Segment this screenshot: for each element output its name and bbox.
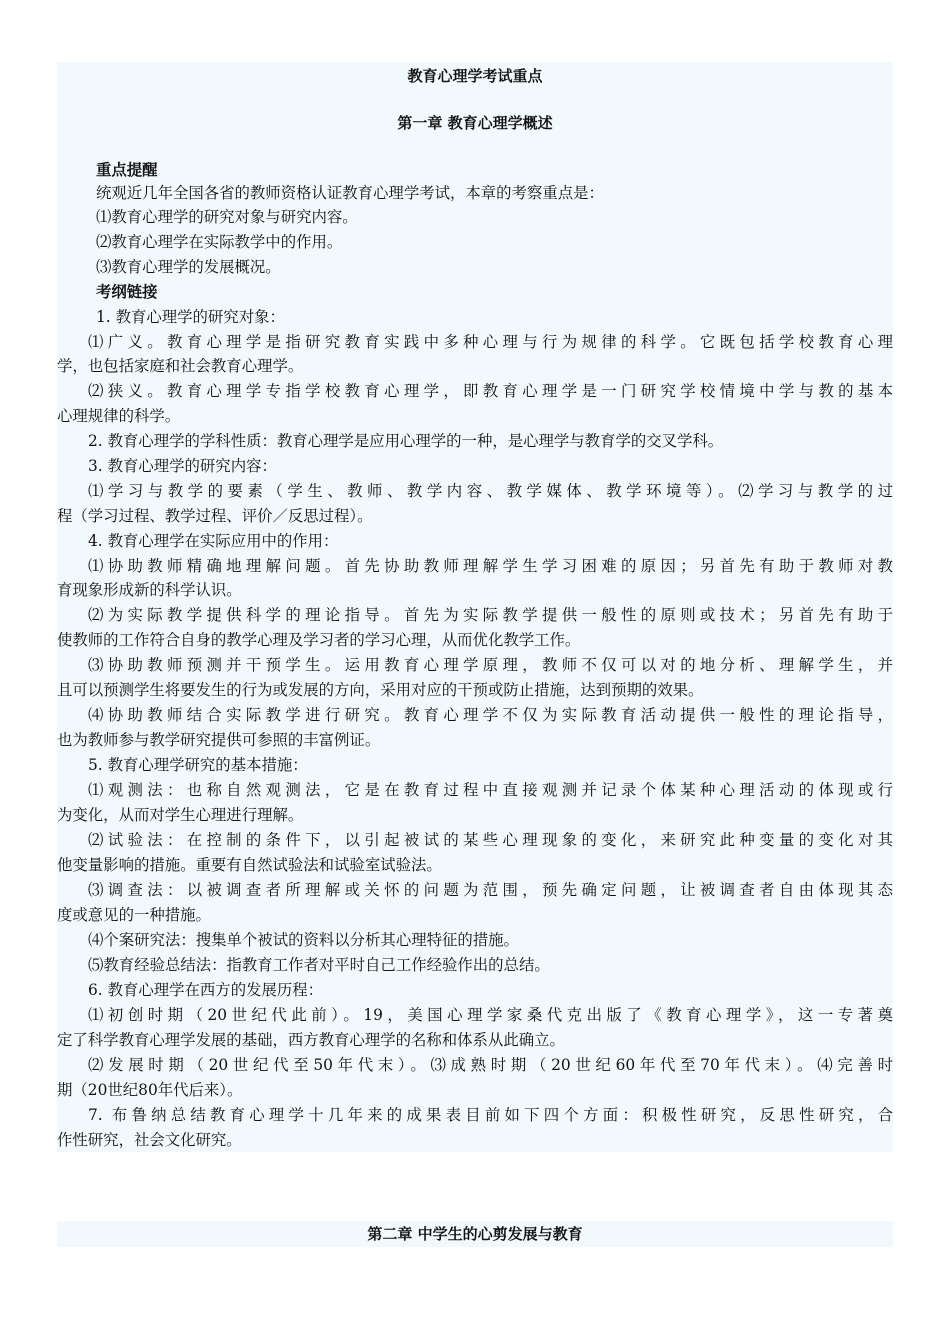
numbered-item: 3. 教育心理学的研究内容：	[88, 457, 277, 475]
paragraph-line: 度或意见的一种措施。	[57, 906, 211, 924]
paragraph-line: ⑴初创时期（20世纪代此前）。19，美国心理学家桑代克出版了《教育心理学》，这一专著奠	[88, 1006, 893, 1024]
section-heading-key-points: 重点提醒	[96, 161, 158, 179]
list-item: ⑵教育心理学在实际教学中的作用。	[96, 233, 343, 251]
paragraph-line: ⑵发展时期（20世纪代至50年代末）。⑶成熟时期（20世纪60年代至70年代末）。⑷完善时	[88, 1056, 893, 1074]
paragraph-line: 也为教师参与教学研究提供可参照的丰富例证。	[57, 731, 381, 749]
list-item: ⑶教育心理学的发展概况。	[96, 258, 281, 276]
list-item: ⑴教育心理学的研究对象与研究内容。	[96, 208, 358, 226]
paragraph-line: ⑴观测法：也称自然观测法，它是在教育过程中直接观测并记录个体某种心理活动的体现或行	[88, 781, 893, 799]
numbered-item: 2. 教育心理学的学科性质：教育心理学是应用心理学的一种，是心理学与教育学的交叉学科。	[88, 432, 724, 450]
paragraph-line: 使教师的工作符合自身的教学心理及学习者的学习心理，从而优化教学工作。	[57, 631, 581, 649]
paragraph-line: 学，也包括家庭和社会教育心理学。	[57, 357, 304, 375]
section-heading-syllabus: 考纲链接	[96, 283, 158, 301]
paragraph-line: 定了科学教育心理学发展的基础，西方教育心理学的名称和体系从此确立。	[57, 1031, 565, 1049]
paragraph-line: 7. 布鲁纳总结教育心理学十几年来的成果表目前如下四个方面：积极性研究，反思性研究，合	[88, 1106, 893, 1124]
chapter2-section	[57, 1221, 893, 1247]
paragraph-line: ⑴学习与教学的要素（学生、教师、教学内容、教学媒体、教学环境等）。⑵学习与教学的过	[88, 482, 893, 500]
paragraph-line: 作性研究，社会文化研究。	[57, 1131, 242, 1149]
paragraph-line: 育现象形成新的科学认识。	[57, 581, 242, 599]
document-title: 教育心理学考试重点	[407, 67, 543, 85]
paragraph-line: 统观近几年全国各省的教师资格认证教育心理学考试，本章的考察重点是：	[96, 184, 604, 202]
paragraph-line: 为变化，从而对学生心理进行理解。	[57, 806, 304, 824]
paragraph-line: ⑶协助教师预测并干预学生。运用教育心理学原理，教师不仅可以对的地分析、理解学生，并	[88, 656, 893, 674]
paragraph-line: ⑷协助教师结合实际教学进行研究。教育心理学不仅为实际教育活动提供一般性的理论指导，	[88, 706, 893, 724]
numbered-item: 5. 教育心理学研究的基本措施：	[88, 756, 308, 774]
numbered-item: 1. 教育心理学的研究对象：	[96, 308, 285, 326]
paragraph-line: 心理规律的科学。	[57, 407, 181, 425]
paragraph-line: ⑴广义。教育心理学是指研究教育实践中多种心理与行为规律的科学。它既包括学校教育心理	[88, 333, 893, 351]
list-item: ⑷个案研究法：搜集单个被试的资料以分析其心理特征的措施。	[88, 931, 519, 949]
paragraph-line: ⑶调查法：以被调查者所理解或关怀的问题为范围，预先确定问题，让被调查者自由体现其态	[88, 881, 893, 899]
list-item: ⑸教育经验总结法：指教育工作者对平时自己工作经验作出的总结。	[88, 956, 550, 974]
paragraph-line: ⑴协助教师精确地理解问题。首先协助教师理解学生学习困难的原因；另首先有助于教师对教	[88, 557, 893, 575]
paragraph-line: 他变量影响的措施。重要有自然试验法和试验室试验法。	[57, 856, 442, 874]
paragraph-line: ⑵试验法：在控制的条件下，以引起被试的某些心理现象的变化，来研究此种变量的变化对其	[88, 831, 893, 849]
paragraph-line: 程（学习过程、教学过程、评价／反思过程）。	[57, 507, 373, 525]
chapter1-heading: 第一章 教育心理学概述	[397, 114, 553, 132]
numbered-item: 4. 教育心理学在实际应用中的作用：	[88, 532, 339, 550]
paragraph-line: ⑵为实际教学提供科学的理论指导。首先为实际教学提供一般性的原则或技术；另首先有助于	[88, 606, 893, 624]
paragraph-line: 期（20世纪80年代后来）。	[57, 1081, 243, 1099]
paragraph-line: ⑵狭义。教育心理学专指学校教育心理学，即教育心理学是一门研究学校情境中学与教的基本	[88, 382, 893, 400]
paragraph-line: 且可以预测学生将要发生的行为或发展的方向，采用对应的干预或防止措施，达到预期的效果。	[57, 681, 704, 699]
chapter2-heading: 第二章 中学生的心剪发展与教育	[367, 1225, 583, 1243]
numbered-item: 6. 教育心理学在西方的发展历程：	[88, 981, 324, 999]
chapter1-section	[57, 62, 893, 1152]
